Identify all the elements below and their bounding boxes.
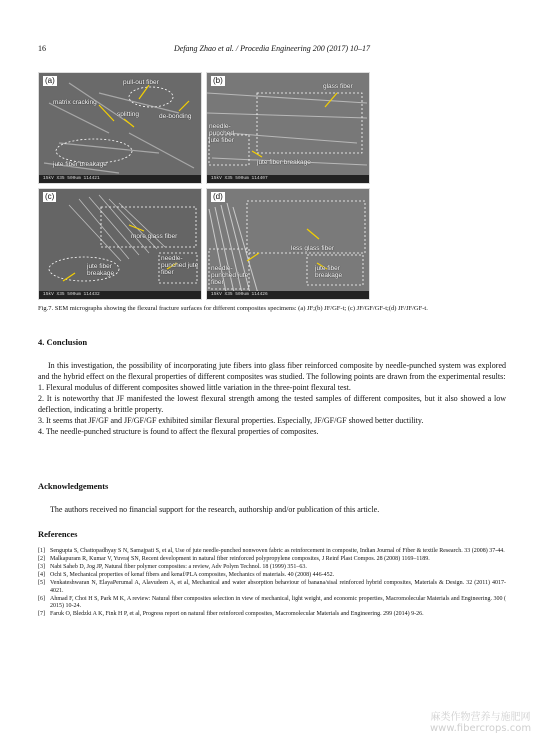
page-header — [38, 44, 506, 56]
annotation-more-glass-fiber: more glass fiber — [131, 233, 178, 240]
conclusion-body — [38, 360, 506, 437]
sem-databar-b: 15kV X35 500um 114407 — [207, 175, 369, 183]
sem-databar-a: 15kV X35 500um 114421 — [39, 175, 201, 183]
conclusion-paragraph: In this investigation, the possibility of incorporating jute fibers into glass fiber reinforced composite by needle-punched system was explored and the hybrid effect on the flexural properties of different composites was studied. The following points are drawn from the experimental results: — [38, 361, 506, 381]
reference-list — [38, 548, 506, 619]
annotation-matrix-cracking: matrix cracking — [53, 99, 97, 106]
watermark-url: www.fibercrops.com — [430, 723, 532, 734]
conclusion-point-3: 3. It seems that JF/GF and JF/GF/GF exhibited similar flexural properties. Especially, JF/GF/GF showed better ductility. — [38, 416, 424, 425]
reference-item: [4] Ochi S, Mechanical properties of kenaf fibers and kenaf/PLA composites, Mechanics of materials. 40 (2008) 446-452. — [38, 572, 335, 578]
acknowledgements-heading: Acknowledgements — [38, 481, 109, 491]
sem-panel-b — [206, 72, 370, 184]
annotation-jute-fiber-breakage: jute fiber breakage — [257, 159, 311, 166]
sem-panel-d — [206, 188, 370, 300]
reference-item: [2] Malkapuram R, Kumar V, Yuvraj SN, Recent development in natural fiber reinforced polypropylene composites, J Reinf Plast Compos. 28 (2008) 1169–1189. — [38, 556, 430, 562]
annotation-de-bonding: de-bonding — [159, 113, 192, 120]
reference-item: [5] Venkateshwaran N, ElayaPerumal A, Alavudeen A, et al, Mechanical and water absorption behaviour of banana/sisal reinforced hybrid composites, Materials & Design. 32 (2011) 4017-4021. — [38, 580, 506, 594]
conclusion-point-4: 4. The needle-punched structure is found to affect the flexural properties of composites. — [38, 427, 319, 436]
annotation-jute-fiber-breakage: jute fiber breakage — [53, 161, 107, 168]
acknowledgements-text: The authors received no financial support for the research, authorship and/or publication of this article. — [50, 505, 380, 514]
conclusion-heading: 4. Conclusion — [38, 337, 88, 347]
site-watermark — [430, 712, 531, 734]
annotation-needle-punched-jute-fiber: needle-punched jute fiber — [161, 255, 199, 276]
reference-item: [7] Faruk O, Bledzki A K, Fink H P, et al, Progress report on natural fiber reinforced composites, Macromolecular Materials and Engineering. 299 (2014) 9-26. — [38, 611, 424, 617]
references-heading: References — [38, 529, 78, 539]
sem-databar-d: 15kV X35 500um 114426 — [207, 291, 369, 299]
annotation-splitting: splitting — [117, 111, 140, 118]
sem-panel-a — [38, 72, 202, 184]
reference-item: [3] Nabi Saheb D, Jog JP, Natural fiber polymer composites: a review, Adv Polym Technol. 18 (1999) 351–63. — [38, 564, 307, 570]
page-number: 16 — [38, 44, 46, 53]
sem-image-c — [39, 189, 202, 300]
annotation-needle-punched-jute-fiber: needle-punched jute fiber — [211, 265, 249, 286]
panel-label-c: (c) — [45, 192, 55, 201]
reference-item: [6] Ahmad F, Choi H S, Park M K, A review: Natural fiber composites selection in view of mechanical, light weight, and economic properties, Macromolecular Materials and Engineering. 300 ( 2015) 10-24. — [38, 595, 506, 609]
reference-item: [1] Sengupta S, Chattopadhyay S N, Samajpati S, et al, Use of jute needle-punched nonwoven fabric as reinforcement in composite, Indian Journal of Fiber & textile Research. 33 (2008) 37-44. — [38, 548, 505, 554]
figure-caption: Fig.7. SEM micrographs showing the flexural fracture surfaces for different composites specimens: (a) JF;(b) JF/GF-t; (c) JF/GF/GF-t;(d) JF/JF/GF-t. — [38, 305, 428, 312]
annotation-less-glass-fiber: less glass fiber — [291, 245, 334, 252]
running-title: Defang Zhao et al. / Procedia Engineering 200 (2017) 10–17 — [173, 44, 371, 53]
panel-label-d: (d) — [213, 192, 223, 201]
sem-panel-c — [38, 188, 202, 300]
conclusion-point-1: 1. Flexural modulus of different composites showed little variation in the three-point flexural test. — [38, 383, 351, 392]
watermark-site-name: 麻类作物营养与施肥网 — [430, 712, 531, 723]
annotation-jute-fiber-breakage: jute fiber breakage — [315, 265, 343, 279]
annotation-pull-out-fiber: pull-out fiber — [123, 79, 159, 86]
acknowledgements-body — [38, 504, 506, 515]
annotation-jute-fiber-breakage: jute fiber breakage — [87, 263, 115, 277]
conclusion-point-2: 2. It is noteworthy that JF manifested the lowest flexural strength among the tested samples of different composites, but it also showed a low deflection, indicating a brittle property. — [38, 394, 506, 414]
panel-label-a: (a) — [45, 76, 55, 85]
annotation-needle-punched-jute-fiber: needle-punched jute fiber — [209, 123, 234, 144]
sem-figure — [38, 72, 370, 300]
sem-databar-c: 15kV X35 500um 114432 — [39, 291, 201, 299]
panel-label-b: (b) — [213, 76, 223, 85]
annotation-glass-fiber: glass fiber — [323, 83, 353, 90]
